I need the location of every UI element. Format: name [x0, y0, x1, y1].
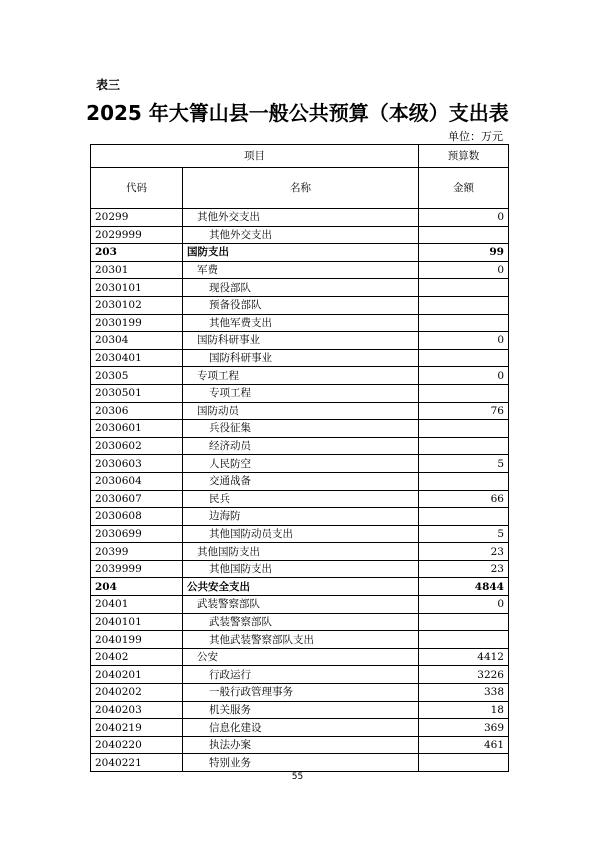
- row-code: 2040201: [91, 666, 183, 684]
- row-name: 兵役征集: [183, 420, 419, 438]
- table-row: [91, 525, 509, 543]
- row-amount: 461: [419, 736, 509, 754]
- row-name: 专项工程: [183, 367, 419, 385]
- row-code: 20299: [91, 209, 183, 227]
- row-amount: [419, 279, 509, 297]
- row-code: 2029999: [91, 226, 183, 244]
- row-name: 其他军费支出: [183, 314, 419, 332]
- row-amount: 5: [419, 455, 509, 473]
- table-label: 表三: [96, 78, 121, 92]
- row-amount: 0: [419, 209, 509, 227]
- header-amount: 金额: [419, 168, 509, 209]
- table-row: [91, 349, 509, 367]
- table-row: [91, 578, 509, 596]
- row-amount: [419, 314, 509, 332]
- row-amount: 0: [419, 332, 509, 350]
- table-row: [91, 226, 509, 244]
- table-row: [91, 701, 509, 719]
- table-row: [91, 560, 509, 578]
- table-row: [91, 719, 509, 737]
- row-code: 20402: [91, 648, 183, 666]
- table-row: [91, 754, 509, 772]
- row-amount: 3226: [419, 666, 509, 684]
- header-item: 项目: [91, 145, 419, 168]
- row-amount: 18: [419, 701, 509, 719]
- row-name: 其他外交支出: [183, 209, 419, 227]
- row-amount: 76: [419, 402, 509, 420]
- row-code: 2030101: [91, 279, 183, 297]
- row-code: 2040219: [91, 719, 183, 737]
- row-amount: 0: [419, 367, 509, 385]
- row-amount: 99: [419, 244, 509, 262]
- row-amount: [419, 349, 509, 367]
- row-code: 204: [91, 578, 183, 596]
- row-code: 2040221: [91, 754, 183, 772]
- row-name: 国防科研事业: [183, 349, 419, 367]
- table-row: [91, 648, 509, 666]
- table-row: [91, 402, 509, 420]
- table-row: [91, 596, 509, 614]
- row-code: 2030501: [91, 384, 183, 402]
- row-name: 边海防: [183, 508, 419, 526]
- row-code: 2030603: [91, 455, 183, 473]
- table-row: [91, 736, 509, 754]
- table-row: [91, 455, 509, 473]
- unit-label: 单位：万元: [448, 130, 503, 143]
- row-name: 武装警察部队: [183, 613, 419, 631]
- table-row: [91, 314, 509, 332]
- page-number: 55: [291, 772, 304, 782]
- row-amount: [419, 226, 509, 244]
- row-code: 20399: [91, 543, 183, 561]
- table-row: [91, 490, 509, 508]
- row-code: 20305: [91, 367, 183, 385]
- row-amount: 4844: [419, 578, 509, 596]
- row-code: 2030102: [91, 296, 183, 314]
- row-name: 民兵: [183, 490, 419, 508]
- row-name: 公安: [183, 648, 419, 666]
- row-name: 机关服务: [183, 701, 419, 719]
- table-row: [91, 508, 509, 526]
- row-name: 其他国防支出: [183, 543, 419, 561]
- row-name: 信息化建设: [183, 719, 419, 737]
- row-name: 其他外交支出: [183, 226, 419, 244]
- row-name: 公共安全支出: [183, 578, 419, 596]
- table-row: [91, 684, 509, 702]
- header-row-1: [91, 145, 509, 168]
- row-name: 现役部队: [183, 279, 419, 297]
- row-amount: 23: [419, 543, 509, 561]
- row-amount: [419, 384, 509, 402]
- row-amount: 23: [419, 560, 509, 578]
- table-row: [91, 244, 509, 262]
- table-row: [91, 279, 509, 297]
- row-code: 2030601: [91, 420, 183, 438]
- table-row: [91, 209, 509, 227]
- table-row: [91, 666, 509, 684]
- table-body: [91, 209, 509, 772]
- row-name: 其他国防动员支出: [183, 525, 419, 543]
- row-name: 一般行政管理事务: [183, 684, 419, 702]
- row-name: 经济动员: [183, 437, 419, 455]
- row-code: 20301: [91, 261, 183, 279]
- row-name: 人民防空: [183, 455, 419, 473]
- table-row: [91, 472, 509, 490]
- row-code: 2040202: [91, 684, 183, 702]
- table-row: [91, 296, 509, 314]
- row-name: 国防科研事业: [183, 332, 419, 350]
- row-code: 2030608: [91, 508, 183, 526]
- row-amount: [419, 296, 509, 314]
- header-budget: 预算数: [419, 145, 509, 168]
- row-name: 专项工程: [183, 384, 419, 402]
- row-amount: 369: [419, 719, 509, 737]
- header-name: 名称: [183, 168, 419, 209]
- row-name: 其他武装警察部队支出: [183, 631, 419, 649]
- row-code: 20304: [91, 332, 183, 350]
- row-code: 2030401: [91, 349, 183, 367]
- row-code: 2030602: [91, 437, 183, 455]
- table-row: [91, 420, 509, 438]
- row-code: 2030699: [91, 525, 183, 543]
- row-amount: [419, 508, 509, 526]
- table-row: [91, 332, 509, 350]
- row-amount: 66: [419, 490, 509, 508]
- row-name: 执法办案: [183, 736, 419, 754]
- row-code: 203: [91, 244, 183, 262]
- row-amount: 338: [419, 684, 509, 702]
- row-name: 特别业务: [183, 754, 419, 772]
- row-amount: 0: [419, 261, 509, 279]
- row-code: 2040101: [91, 613, 183, 631]
- table-row: [91, 261, 509, 279]
- row-code: 2030604: [91, 472, 183, 490]
- row-amount: [419, 754, 509, 772]
- table-row: [91, 613, 509, 631]
- row-code: 20401: [91, 596, 183, 614]
- table-row: [91, 367, 509, 385]
- row-name: 交通战备: [183, 472, 419, 490]
- table-row: [91, 631, 509, 649]
- row-code: 2030607: [91, 490, 183, 508]
- row-name: 国防支出: [183, 244, 419, 262]
- header-code: 代码: [91, 168, 183, 209]
- row-code: 2030199: [91, 314, 183, 332]
- row-name: 其他国防支出: [183, 560, 419, 578]
- row-name: 国防动员: [183, 402, 419, 420]
- row-amount: [419, 631, 509, 649]
- row-code: 2039999: [91, 560, 183, 578]
- table-row: [91, 384, 509, 402]
- row-code: 2040199: [91, 631, 183, 649]
- row-amount: 0: [419, 596, 509, 614]
- row-amount: 5: [419, 525, 509, 543]
- row-code: 2040203: [91, 701, 183, 719]
- document-title: 2025 年大箐山县一般公共预算（本级）支出表: [86, 101, 509, 125]
- header-row-2: [91, 168, 509, 209]
- row-code: 20306: [91, 402, 183, 420]
- budget-table: [90, 144, 509, 772]
- table-row: [91, 543, 509, 561]
- row-amount: [419, 472, 509, 490]
- table-row: [91, 437, 509, 455]
- row-name: 军费: [183, 261, 419, 279]
- row-amount: 4412: [419, 648, 509, 666]
- row-name: 行政运行: [183, 666, 419, 684]
- row-amount: [419, 613, 509, 631]
- row-amount: [419, 437, 509, 455]
- row-code: 2040220: [91, 736, 183, 754]
- row-amount: [419, 420, 509, 438]
- row-name: 预备役部队: [183, 296, 419, 314]
- row-name: 武装警察部队: [183, 596, 419, 614]
